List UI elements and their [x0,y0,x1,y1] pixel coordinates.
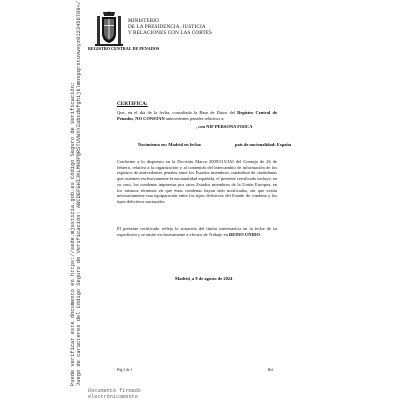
issue-date: Madrid, a 8 de agosto de 2024 [175,276,233,281]
name-nif-line: , con NIF PERSONA FISICA [196,124,253,129]
verification-side-text [70,1,83,386]
paragraph-eu-decision: Conforme a lo dispuesto en la Decisión Marco 2009/315/JAI del Consejo de 26 de febrero, relativa a la organización y al contenido del intercambio de información de los registros de antecedentes penales entre los Estados miembros, tratándose de ciudadanos que ostenten exclusivamente la nacionalidad española, el presente certificado incluye, en su caso, los condenas impuestas por otros Estados miembros de la Unión Europea, en los mismos términos en que éstas condenas hayan sido notificadas, sin que exista necesariamente una equiparación entre los tipos delictivos del Estado de condena y los tipos delictivos nacionales. [117,159,277,204]
ministry-name [128,18,212,37]
signature-stamp [88,388,141,400]
page-number: Pág 1 de 1 [117,368,133,372]
paragraph-purpose [117,226,277,237]
p1-sep: , [133,115,136,121]
ministry-line: MINISTERIO [128,18,159,24]
p4-end: . [259,231,261,237]
p1-bold-registry: Registro Central de Penados [117,110,277,121]
nationality-label: país de nacionalidad: España [235,142,292,147]
p4-bold-country: REINO UNIDO [228,231,260,237]
coat-of-arms-icon [94,10,124,48]
reference-label: Ref [268,368,274,372]
ministry-line: Y RELACIONES CON LAS CORTES [128,30,213,37]
birth-label: Nacimiento en: Madrid en fecha: [138,142,202,147]
ministry-line: DE LA PRESIDENCIA, JUSTICIA [128,24,206,31]
stamp-line: Documento firmado [88,388,141,394]
p1-end: antecedentes penales relativos a: [164,115,225,121]
p1-text: Que, en el día de la fecha, consultada la Base de Datos del [117,110,238,115]
stamp-line: electrónicamente [88,394,138,400]
side-text-line: Juego de caracteres del Código Seguro de Verificación: ABCDEFGHIJKLMNOPQRSTUVWXYZabcdefghijklmnopqrstuvwxyz0123456789+/ [76,1,83,386]
side-text-line: Puede verificar este documento en https://sede.mjusticia.gob.es Código Seguro de Verificación: [70,81,76,386]
registry-name: REGISTRO CENTRAL DE PENADOS [88,46,160,51]
paragraph-consultation [117,110,277,121]
p4-text: El presente certificado refleja la situación del titular interesado/a en la fecha de su expedición y se emite exclusivamente a efectos de Trabajo en [117,226,277,237]
certificate-title: CERTIFICA: [117,101,148,107]
p1-bold-status: NO CONSTAN [135,115,165,121]
